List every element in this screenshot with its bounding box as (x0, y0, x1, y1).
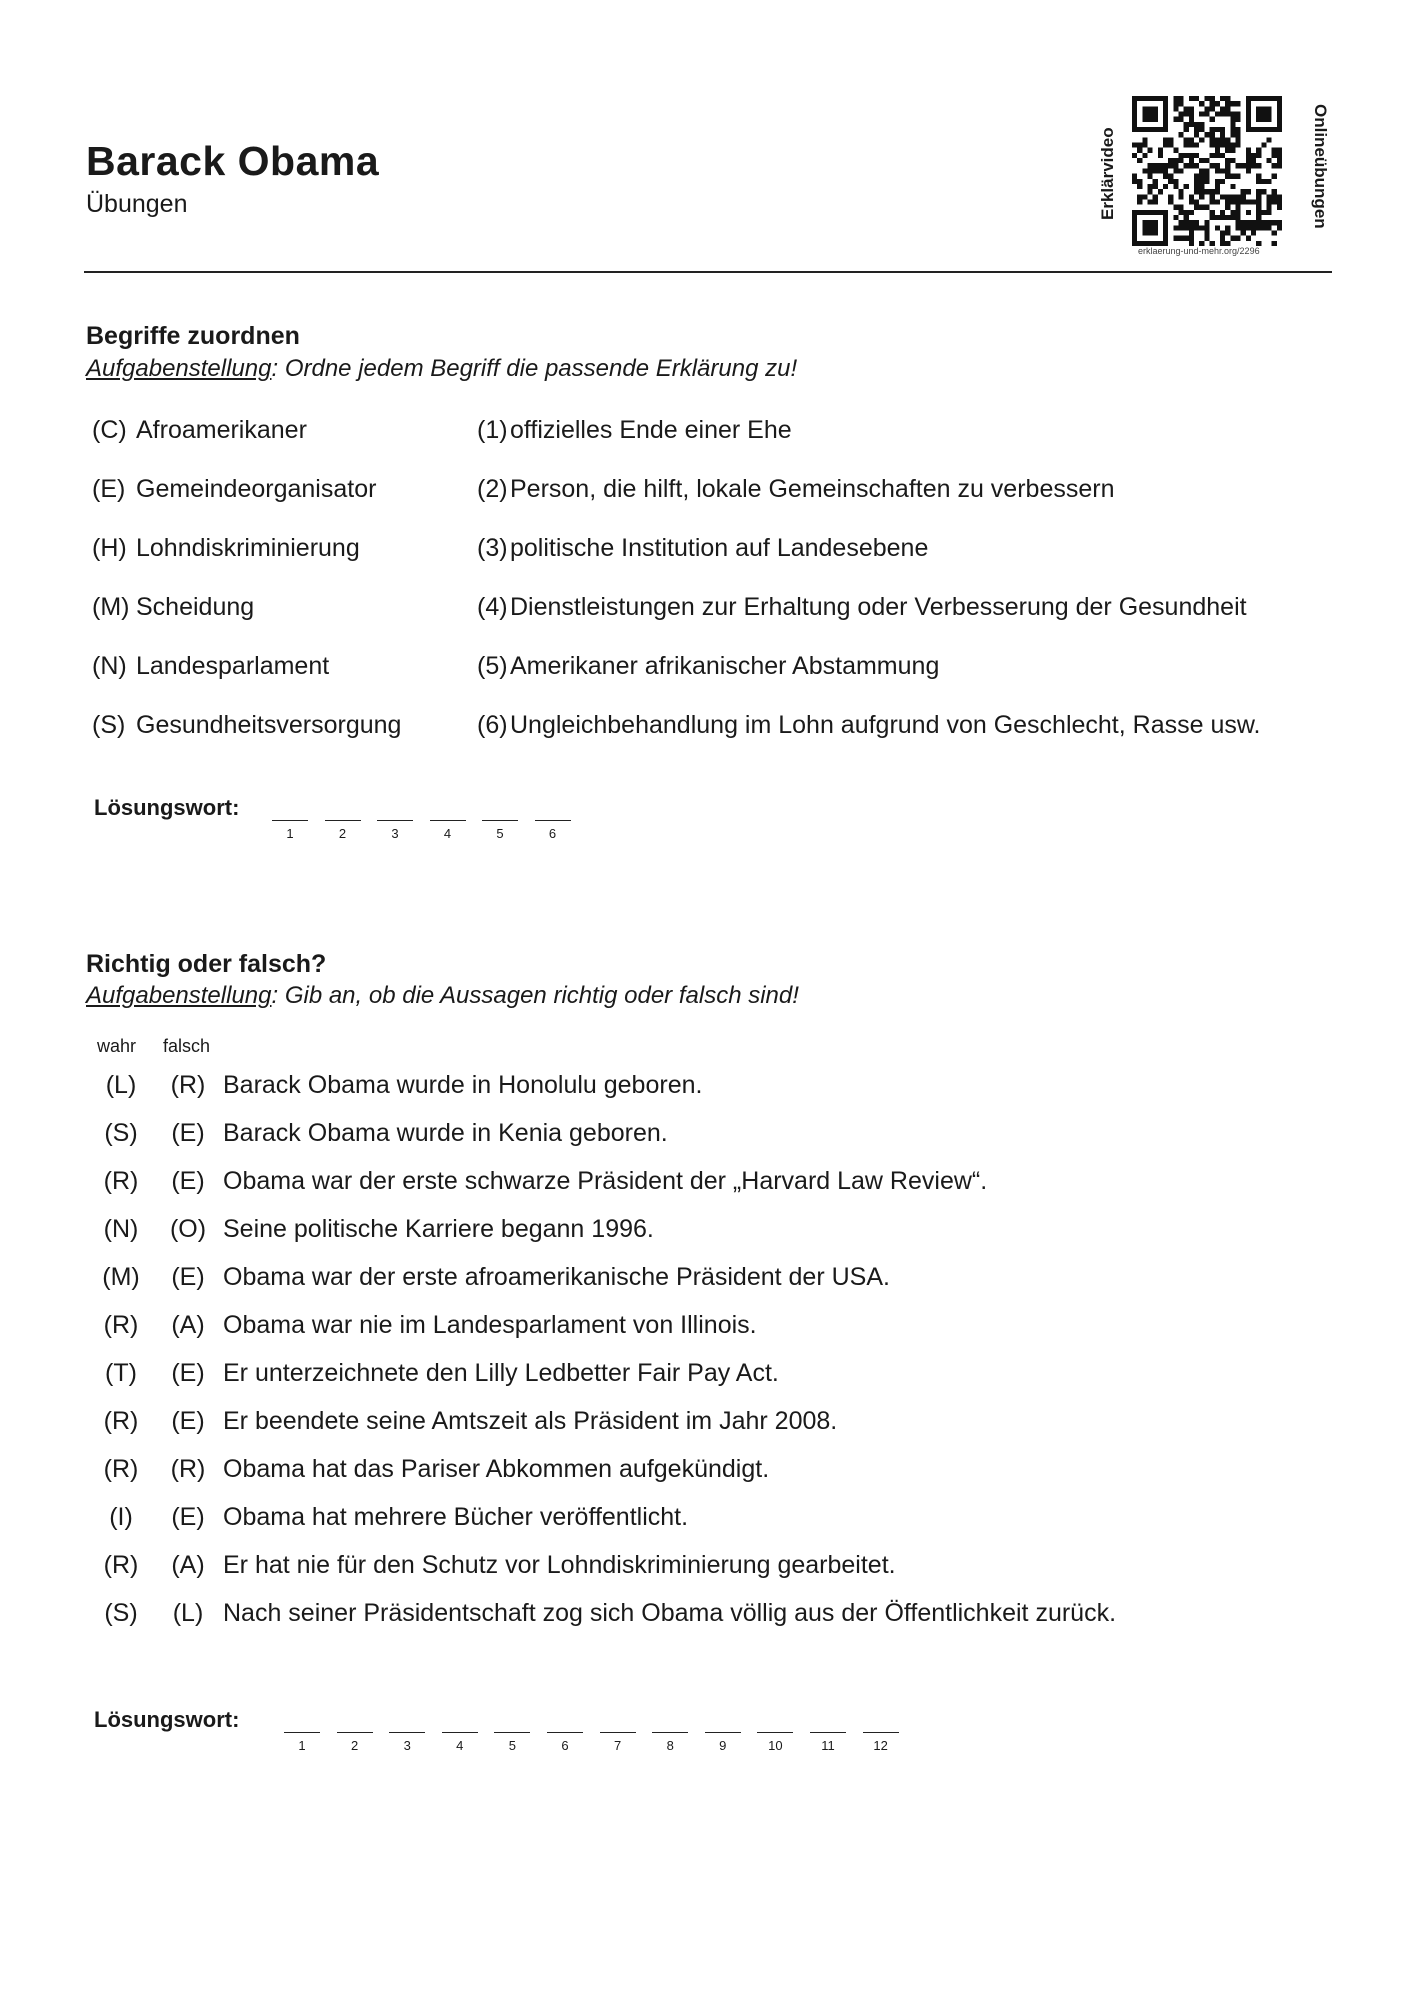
true-option[interactable]: (M) (102, 1263, 140, 1291)
answer-blank[interactable] (810, 1732, 846, 1733)
definition-text: Dienstleistungen zur Erhaltung oder Verbesserung der Gesundheit (510, 593, 1247, 621)
term-label: Afroamerikaner (136, 416, 307, 444)
answer-blank[interactable] (652, 1732, 688, 1733)
true-option[interactable]: (R) (103, 1311, 139, 1339)
false-option[interactable]: (A) (171, 1311, 205, 1339)
answer-blank[interactable] (494, 1732, 530, 1733)
blank-number: 1 (298, 1738, 306, 1753)
section2-task (86, 982, 799, 1010)
col-true-header: wahr (97, 1036, 137, 1056)
true-option[interactable]: (S) (104, 1599, 138, 1627)
statement-text: Barack Obama wurde in Kenia geboren. (223, 1119, 668, 1147)
blank-number: 5 (508, 1738, 516, 1753)
definition-item (477, 593, 1247, 622)
task-label: Aufgabenstellung (86, 355, 272, 382)
definition-text: offizielles Ende einer Ehe (510, 416, 792, 444)
statement-text: Seine politische Karriere begann 1996. (223, 1215, 654, 1243)
qr-right-label: Onlineübungen (1311, 104, 1330, 229)
definition-item (477, 416, 792, 445)
definition-text: politische Institution auf Landesebene (510, 534, 929, 562)
true-option[interactable]: (R) (103, 1455, 139, 1483)
term-item (92, 652, 329, 681)
false-option[interactable]: (E) (171, 1359, 205, 1387)
answer-blank[interactable] (705, 1732, 741, 1733)
definition-number: (4) (477, 593, 508, 621)
blank-number: 7 (613, 1738, 622, 1753)
solution2-label: Lösungswort: (94, 1707, 240, 1732)
answer-blank[interactable] (272, 820, 308, 821)
answer-blank[interactable] (284, 1732, 320, 1733)
definition-text: Ungleichbehandlung im Lohn aufgrund von Geschlecht, Rasse usw. (510, 711, 1261, 739)
definition-text: Amerikaner afrikanischer Abstammung (510, 652, 940, 680)
answer-blank[interactable] (337, 1732, 373, 1733)
definition-item (477, 652, 939, 681)
definition-item (477, 534, 928, 563)
true-option[interactable]: (R) (103, 1167, 139, 1195)
term-label: Lohndiskriminierung (136, 534, 360, 562)
definition-number: (3) (477, 534, 508, 562)
statement-text: Obama war der erste schwarze Präsident der „Harvard Law Review“. (223, 1167, 988, 1195)
answer-blank[interactable] (757, 1732, 793, 1733)
false-option[interactable]: (E) (171, 1167, 205, 1195)
answer-blank[interactable] (535, 820, 571, 821)
true-option[interactable]: (R) (103, 1551, 139, 1579)
answer-blank[interactable] (482, 820, 518, 821)
definition-number: (1) (477, 416, 508, 444)
blank-number: 3 (391, 826, 399, 841)
term-label: Gesundheitsversorgung (136, 711, 402, 739)
section1-title: Begriffe zuordnen (86, 322, 300, 350)
header-divider (84, 271, 1332, 273)
blank-number: 9 (719, 1738, 727, 1753)
answer-blank[interactable] (389, 1732, 425, 1733)
qr-left-label: Erklärvideo (1098, 127, 1117, 220)
definition-number: (5) (477, 652, 508, 680)
blank-number: 6 (548, 826, 557, 841)
true-option[interactable]: (N) (103, 1215, 139, 1243)
answer-blank[interactable] (430, 820, 466, 821)
statement-text: Er unterzeichnete den Lilly Ledbetter Fair Pay Act. (223, 1359, 779, 1387)
false-option[interactable]: (L) (172, 1599, 204, 1627)
blank-number: 6 (561, 1738, 569, 1753)
definition-item (477, 475, 1114, 504)
statement-text: Barack Obama wurde in Honolulu geboren. (223, 1071, 703, 1099)
blank-number: 2 (338, 826, 347, 841)
false-option[interactable]: (A) (171, 1551, 205, 1579)
statement-text: Er hat nie für den Schutz vor Lohndiskriminierung gearbeitet. (223, 1551, 896, 1579)
col-false-header: falsch (163, 1036, 211, 1056)
definition-item (477, 711, 1260, 740)
term-label: Scheidung (136, 593, 255, 621)
page-subtitle: Übungen (86, 190, 188, 218)
statement-text: Er beendete seine Amtszeit als Präsident im Jahr 2008. (223, 1407, 838, 1435)
term-code: (H) (92, 534, 127, 562)
true-option[interactable]: (L) (105, 1071, 137, 1099)
true-option[interactable]: (S) (104, 1119, 138, 1147)
false-option[interactable]: (E) (171, 1263, 205, 1291)
false-option[interactable]: (E) (171, 1119, 205, 1147)
term-code: (S) (92, 711, 126, 739)
answer-blank[interactable] (547, 1732, 583, 1733)
term-item (92, 593, 254, 622)
definition-number: (2) (477, 475, 508, 503)
answer-blank[interactable] (377, 820, 413, 821)
term-label: Landesparlament (136, 652, 330, 680)
qr-block (1098, 92, 1338, 262)
blank-number: 4 (456, 1738, 464, 1753)
qr-url: erklaerung-und-mehr.org/2296 (1138, 246, 1260, 256)
answer-blank[interactable] (442, 1732, 478, 1733)
solution1-label: Lösungswort: (94, 795, 240, 820)
task-text: : Ordne jedem Begriff die passende Erklärung zu! (271, 355, 798, 382)
statement-text: Obama war der erste afroamerikanische Präsident der USA. (223, 1263, 890, 1291)
term-item (92, 534, 360, 563)
task-label: Aufgabenstellung (86, 982, 272, 1009)
qr-code-icon[interactable] (1132, 96, 1282, 246)
page-title: Barack Obama (86, 138, 380, 184)
blank-number: 1 (286, 826, 294, 841)
blank-number: 4 (443, 826, 452, 841)
blank-number: 2 (350, 1738, 359, 1753)
false-option[interactable]: (E) (171, 1503, 205, 1531)
term-code: (C) (92, 416, 127, 444)
blank-number: 11 (821, 1738, 835, 1753)
statement-text: Obama hat mehrere Bücher veröffentlicht. (223, 1503, 689, 1531)
term-item (92, 416, 307, 445)
blank-number: 5 (496, 826, 504, 841)
task-text: : Gib an, ob die Aussagen richtig oder falsch sind! (271, 982, 799, 1009)
true-option[interactable]: (R) (103, 1407, 139, 1435)
term-item (92, 711, 401, 740)
term-code: (E) (92, 475, 126, 503)
answer-blank[interactable] (600, 1732, 636, 1733)
definition-text: Person, die hilft, lokale Gemeinschaften zu verbessern (510, 475, 1115, 503)
blank-number: 3 (403, 1738, 411, 1753)
statement-text: Nach seiner Präsidentschaft zog sich Obama völlig aus der Öffentlichkeit zurück. (223, 1599, 1117, 1627)
section2-title: Richtig oder falsch? (86, 950, 327, 978)
statement-text: Obama war nie im Landesparlament von Illinois. (223, 1311, 757, 1339)
term-item (92, 475, 376, 504)
blank-number: 8 (666, 1738, 674, 1753)
term-code: (M) (92, 593, 130, 621)
section1-task (86, 355, 797, 383)
answer-blank[interactable] (325, 820, 361, 821)
statement-text: Obama hat das Pariser Abkommen aufgekündigt. (223, 1455, 770, 1483)
blank-number: 12 (873, 1738, 888, 1753)
term-label: Gemeindeorganisator (136, 475, 377, 503)
false-option[interactable]: (R) (170, 1071, 206, 1099)
true-option[interactable]: (I) (109, 1503, 133, 1531)
blank-number: 10 (768, 1738, 783, 1753)
definition-number: (6) (477, 711, 508, 739)
false-option[interactable]: (E) (171, 1407, 205, 1435)
true-option[interactable]: (T) (105, 1359, 137, 1387)
term-code: (N) (92, 652, 127, 680)
false-option[interactable]: (O) (169, 1215, 207, 1243)
answer-blank[interactable] (863, 1732, 899, 1733)
false-option[interactable]: (R) (170, 1455, 206, 1483)
